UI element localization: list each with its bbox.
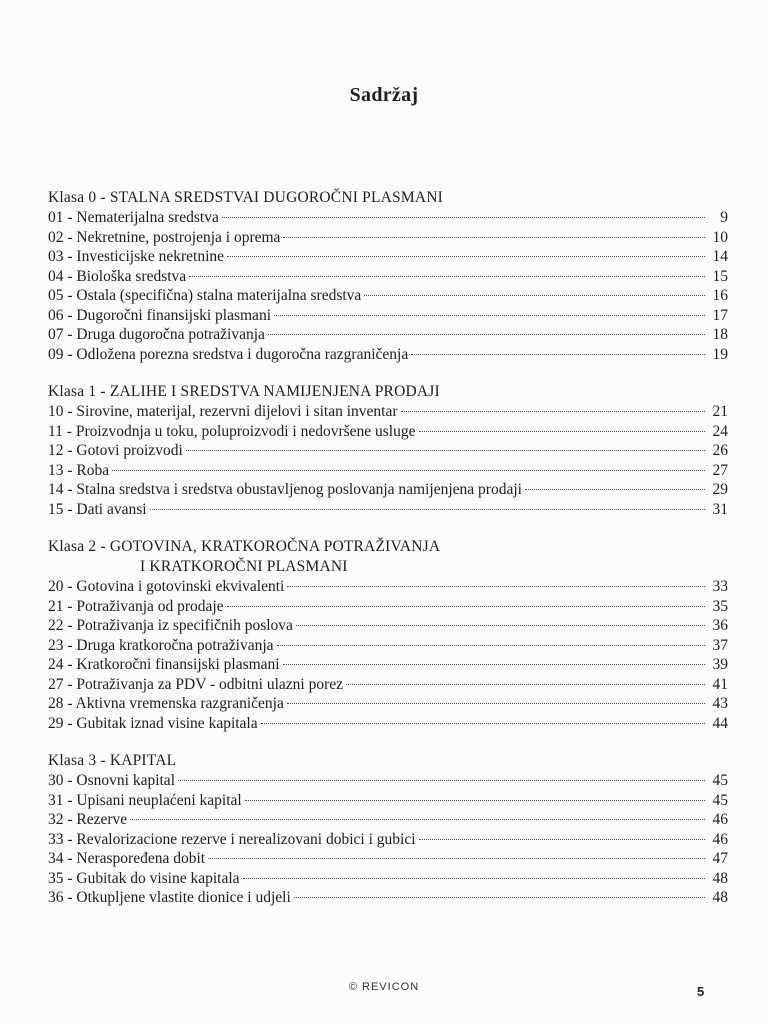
toc-entry: [48, 655, 728, 675]
toc-entry-label: 24 - Kratkoročni finansijski plasmani: [48, 656, 280, 673]
toc-entry-page: 33: [712, 578, 728, 595]
dot-leader: [178, 780, 705, 781]
toc-entry: [48, 869, 728, 889]
toc-entry-label: 09 - Odložena porezna sredstva i dugoročna razgraničenja: [48, 345, 409, 363]
toc-entry-page: 27: [712, 461, 728, 479]
page-title: Sadržaj: [349, 84, 419, 106]
toc-entry: [48, 286, 728, 306]
section-heading: [48, 751, 728, 771]
toc-entry: [48, 402, 728, 422]
toc-entry: [48, 267, 728, 287]
toc-entry-label: 10 - Sirovine, materijal, rezervni dijelovi i sitan inventar: [48, 403, 398, 420]
page-number: 5: [697, 984, 705, 999]
toc-entry-page: 39: [712, 656, 728, 673]
toc-entry: [48, 597, 728, 617]
dot-leader: [419, 839, 705, 840]
dot-leader: [243, 878, 705, 879]
toc-entry-page: 15: [712, 267, 728, 285]
dot-leader: [227, 606, 705, 607]
toc-entry: [48, 345, 728, 365]
dot-leader: [227, 256, 705, 257]
dot-leader: [208, 858, 705, 859]
toc-section: [48, 382, 728, 519]
toc-entry: [48, 247, 728, 267]
toc-entry-page: 31: [712, 500, 728, 518]
toc-entry-label: 20 - Gotovina i gotovinski ekvivalenti: [48, 578, 285, 595]
section-heading-line: Klasa 0 - STALNA SREDSTVAI DUGOROČNI PLASMANI: [48, 189, 443, 206]
toc-entry-page: 10: [712, 228, 728, 246]
toc-entry-label: 06 - Dugoročni finansijski plasmani: [48, 306, 271, 324]
section-heading-line: Klasa 3 - KAPITAL: [48, 752, 177, 769]
toc-entry-page: 17: [712, 306, 728, 324]
toc-entry-page: 19: [712, 345, 728, 363]
dot-leader: [364, 295, 705, 296]
toc-entry-page: 29: [712, 481, 728, 498]
toc-entry-label: 31 - Upisani neuplaćeni kapital: [48, 791, 242, 809]
toc-entry: [48, 694, 728, 714]
section-heading: [48, 537, 728, 577]
dot-leader: [277, 645, 705, 646]
toc-entry-label: 23 - Druga kratkoročna potraživanja: [48, 636, 274, 654]
toc-entry: [48, 888, 728, 908]
toc-entry-page: 43: [712, 695, 728, 712]
toc-entry-label: 27 - Potraživanja za PDV - odbitni ulazni porez: [48, 675, 343, 693]
toc-entry-page: 46: [712, 830, 728, 848]
toc-entry-page: 47: [712, 850, 728, 867]
toc-entry: [48, 714, 728, 734]
toc-entry-page: 46: [712, 811, 728, 828]
toc-entry-label: 07 - Druga dugoročna potraživanja: [48, 326, 265, 343]
toc-entry-page: 45: [712, 772, 728, 789]
toc-entry: [48, 500, 728, 520]
toc-entry-label: 35 - Gubitak do visine kapitala: [48, 869, 240, 887]
dot-leader: [401, 411, 705, 412]
section-heading-line: Klasa 2 - GOTOVINA, KRATKOROČNA POTRAŽIVANJA: [48, 538, 441, 555]
dot-leader: [245, 800, 705, 801]
toc-entry-page: 16: [712, 287, 728, 304]
toc-entry-label: 30 - Osnovni kapital: [48, 772, 175, 789]
section-heading-line: I KRATKOROČNI PLASMANI: [140, 558, 348, 575]
dot-leader: [150, 509, 705, 510]
dot-leader: [261, 723, 705, 724]
dot-leader: [525, 489, 705, 490]
toc-entry: [48, 208, 728, 228]
toc-entry: [48, 636, 728, 656]
toc-entry-label: 22 - Potraživanja iz specifičnih poslova: [48, 617, 293, 634]
dot-leader: [287, 586, 705, 587]
dot-leader: [419, 431, 706, 432]
toc-entry-page: 9: [720, 209, 728, 226]
toc-entry-label: 36 - Otkupljene vlastite dionice i udjeli: [48, 889, 291, 906]
dot-leader: [296, 625, 705, 626]
toc-entry: [48, 849, 728, 869]
toc-entry: [48, 228, 728, 248]
toc-entry-page: 18: [712, 326, 728, 343]
dot-leader: [274, 315, 705, 316]
toc-entry-label: 32 - Rezerve: [48, 811, 128, 828]
section-heading: [48, 188, 728, 208]
dot-leader: [268, 334, 705, 335]
dot-leader: [112, 470, 705, 471]
toc-entry-page: 48: [712, 869, 728, 887]
toc-entry-label: 29 - Gubitak iznad visine kapitala: [48, 714, 258, 732]
toc-entry-label: 04 - Biološka sredstva: [48, 267, 187, 285]
toc-section: [48, 537, 728, 733]
toc-entry-label: 05 - Ostala (specifična) stalna materijalna sredstva: [48, 287, 362, 304]
toc-entry-page: 44: [712, 714, 728, 732]
dot-leader: [283, 237, 705, 238]
dot-leader: [189, 276, 705, 277]
toc-entry-label: 21 - Potraživanja od prodaje: [48, 597, 224, 615]
toc-entry-label: 13 - Roba: [48, 461, 110, 479]
toc-entry-label: 15 - Dati avansi: [48, 500, 147, 518]
toc-entry-label: 14 - Stalna sredstva i sredstva obustavljenog poslovanja namijenjena prodaji: [48, 481, 522, 498]
dot-leader: [222, 217, 705, 218]
toc-section: [48, 751, 728, 908]
toc-entry: [48, 422, 728, 442]
dot-leader: [186, 450, 705, 451]
dot-leader: [283, 664, 705, 665]
toc-entry-label: 34 - Neraspoređena dobit: [48, 850, 206, 867]
toc-entry-page: 21: [712, 403, 728, 420]
dot-leader: [346, 684, 705, 685]
toc-entry: [48, 461, 728, 481]
toc-entry-label: 01 - Nematerijalna sredstva: [48, 209, 219, 226]
toc-entry-page: 35: [712, 597, 728, 615]
toc-entry-page: 48: [712, 889, 728, 906]
toc-entry-page: 37: [712, 636, 728, 654]
toc-entry-label: 02 - Nekretnine, postrojenja i oprema: [48, 228, 281, 246]
toc-entry-label: 11 - Proizvodnja u toku, poluproizvodi i nedovršene usluge: [48, 422, 416, 440]
toc-entry: [48, 616, 728, 636]
dot-leader: [130, 819, 705, 820]
toc-entry-label: 28 - Aktivna vremenska razgraničenja: [48, 695, 284, 712]
toc-entry-page: 36: [712, 617, 728, 634]
toc-entry: [48, 810, 728, 830]
copyright-footer: © REVICON: [348, 981, 420, 993]
toc-section: [48, 188, 728, 364]
dot-leader: [411, 354, 705, 355]
toc-entry-page: 45: [712, 791, 728, 809]
toc-entry-page: 14: [712, 248, 728, 265]
table-of-contents: [48, 188, 728, 926]
toc-entry-label: 33 - Revalorizacione rezerve i nerealizovani dobici i gubici: [48, 830, 416, 848]
toc-entry-page: 26: [712, 442, 728, 459]
dot-leader: [294, 897, 705, 898]
toc-entry: [48, 441, 728, 461]
toc-entry-page: 24: [712, 422, 728, 440]
toc-entry-page: 41: [712, 675, 728, 693]
toc-entry: [48, 675, 728, 695]
toc-entry-label: 12 - Gotovi proizvodi: [48, 442, 183, 459]
toc-entry: [48, 577, 728, 597]
toc-entry: [48, 480, 728, 500]
section-heading: [48, 382, 728, 402]
toc-entry: [48, 325, 728, 345]
toc-entry: [48, 771, 728, 791]
toc-entry: [48, 791, 728, 811]
toc-entry: [48, 306, 728, 326]
toc-entry-label: 03 - Investicijske nekretnine: [48, 248, 225, 265]
section-heading-line: Klasa 1 - ZALIHE I SREDSTVA NAMIJENJENA PRODAJI: [48, 383, 440, 400]
toc-entry: [48, 830, 728, 850]
dot-leader: [287, 703, 705, 704]
